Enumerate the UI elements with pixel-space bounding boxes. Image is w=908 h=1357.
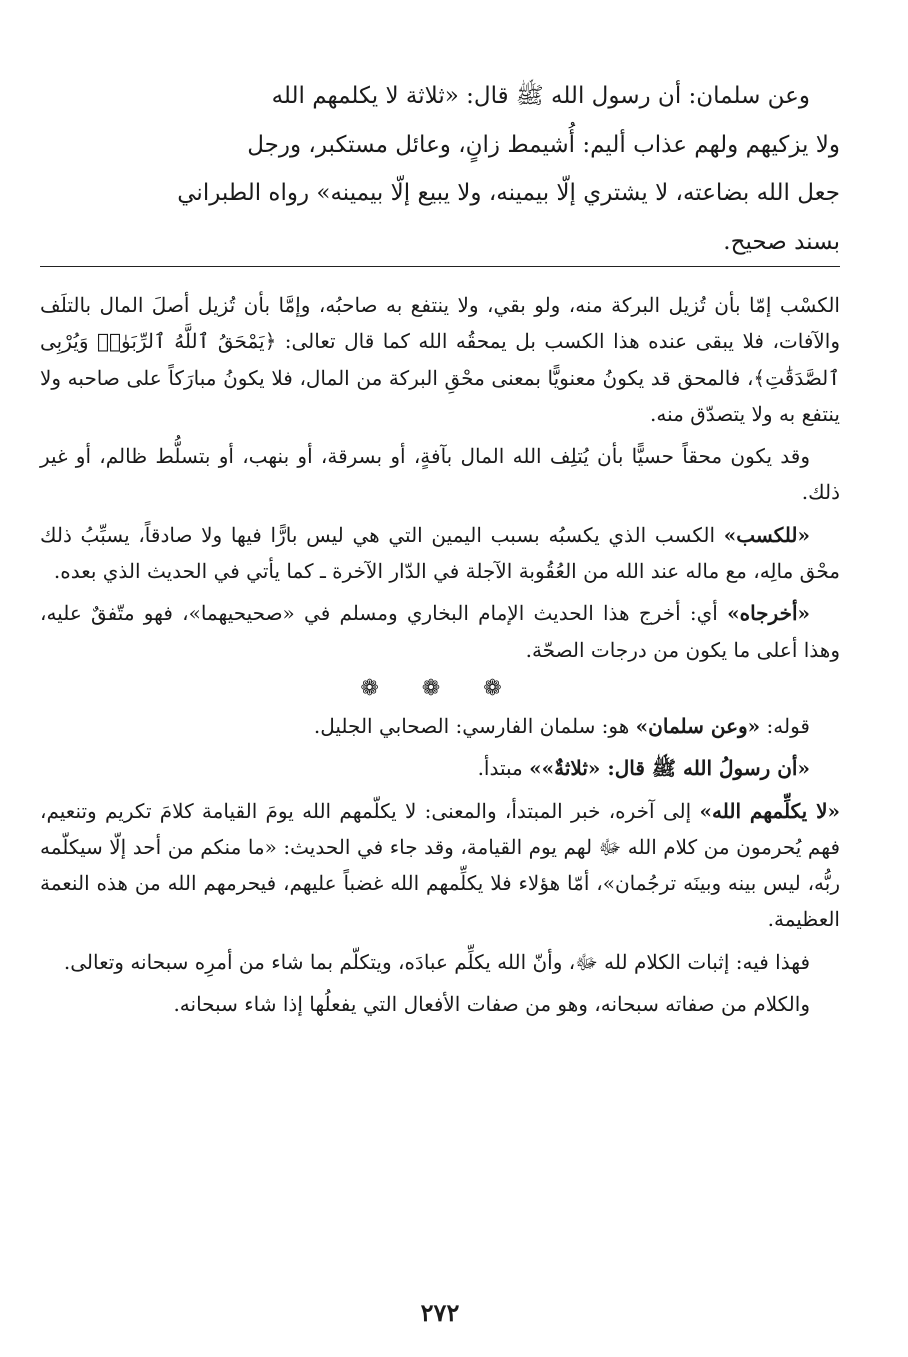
page xyxy=(40,0,840,1357)
commentary-paragraph xyxy=(40,793,840,938)
commentary-paragraph: فهذا فيه: إثبات الكلام لله ﷻ، وأنّ الله يكلِّم عبادَه، ويتكلّم بما شاء من أمرِه سبحانه وتعالى. xyxy=(63,949,810,974)
hadith-line: وعن سلمان: أن رسول الله ﷺ قال: «ثلاثة لا يكلمهم الله xyxy=(271,83,810,109)
hadith-line: بسند صحيح. xyxy=(723,228,840,255)
commentary-paragraph: الكسْب إمّا بأن تُزيل البركة منه، ولو بقي، ولا ينتفع به صاحبُه، وإمَّا بأن تُزيل أصلَ المال بالتلَف والآفات، فلا يبقى عنده هذا الكسب بل يمحقُه الله كما قال تعالى: ﴿يَمْحَقُ ٱللَّهُ ٱلرِّبَوٰا۟ وَيُرْبِى ٱلصَّدَقَٰتِ﴾، فالمحق قد يكونُ معنويًّا بمعنى محْقِ البركة من المال، فلا يكونُ مبارَكاً على صاحبه ولا ينتفع به ولا يتصدّق منه. xyxy=(40,293,840,426)
quoted-term: «وعن سلمان» xyxy=(635,713,761,738)
paragraph-text: قوله: xyxy=(760,713,810,738)
paragraph-text: أي: أخرج هذا الحديث الإمام البخاري ومسلم في «صحيحيهما»، فهو متّفقٌ عليه، وهذا أعلى ما يكون من درجات الصحّة. xyxy=(40,601,840,662)
paragraph-text: مبتدأ. xyxy=(477,756,530,781)
commentary-paragraph: والكلام من صفاته سبحانه، وهو من صفات الأفعال التي يفعلُها إذا شاء سبحانه. xyxy=(173,992,810,1017)
commentary xyxy=(40,287,840,1028)
commentary-paragraph xyxy=(40,595,840,668)
quoted-term: «للكسب» xyxy=(723,522,810,547)
hadith-text xyxy=(40,72,840,266)
quoted-term: «لا يكلِّمهم الله» xyxy=(699,798,841,823)
quoted-term: «أخرجاه» xyxy=(727,601,810,626)
hadith-line: جعل الله بضاعته، لا يشتري إلّا بيمينه، ولا يبيع إلّا بيمينه» رواه الطبراني xyxy=(177,180,840,206)
commentary-paragraph: وقد يكون محقاً حسيًّا بأن يُتلِف الله المال بآفةٍ، أو بسرقة، أو بنهب، أو بتسلُّط ظالم، أو غير ذلك. xyxy=(40,444,840,505)
paragraph-text: الكسب الذي يكسبُه بسبب اليمين التي هي ليس بارًّا فيها ولا صادقاً، يسبِّبُ ذلك محْق مالِه، مع ماله عند الله من العُقُوبة الآجلة في الدّار الآخرة ـ كما يأتي في الحديث الذي بعده. xyxy=(40,522,840,584)
quoted-term: «أن رسولُ الله ﷺ قال: «ثلاثةٌ»» xyxy=(529,756,810,781)
paragraph-text: هو: سلمان الفارسي: الصحابي الجليل. xyxy=(313,713,636,738)
separator-rule xyxy=(40,266,840,267)
hadith-line: ولا يزكيهم ولهم عذاب أليم: أُشيمط زانٍ، وعائل مستكبر، ورجل xyxy=(247,131,840,158)
commentary-paragraph xyxy=(40,708,840,744)
commentary-paragraph xyxy=(40,750,840,786)
page-number: ٢٧٢ xyxy=(420,1298,460,1327)
commentary-paragraph xyxy=(40,517,840,590)
section-divider-ornament: ❁ ❁ ❁ xyxy=(360,675,520,701)
paragraph-text: إلى آخره، خبر المبتدأ، والمعنى: لا يكلّمهم الله يومَ القيامة كلامَ تكريم وتنعيم، فهم يُحرمون من كلام الله ﷻ لهم يوم القيامة، وقد جاء في الحديث: «ما منكم من أحد إلّا سيكلّمه ربُّه، ليس بينه وبينَه ترجُمان»، أمّا هؤلاء فلا يكلِّمهم الله غضباً عليهم، فيحرمهم الله من هذه النعمة العظيمة. xyxy=(40,798,840,932)
